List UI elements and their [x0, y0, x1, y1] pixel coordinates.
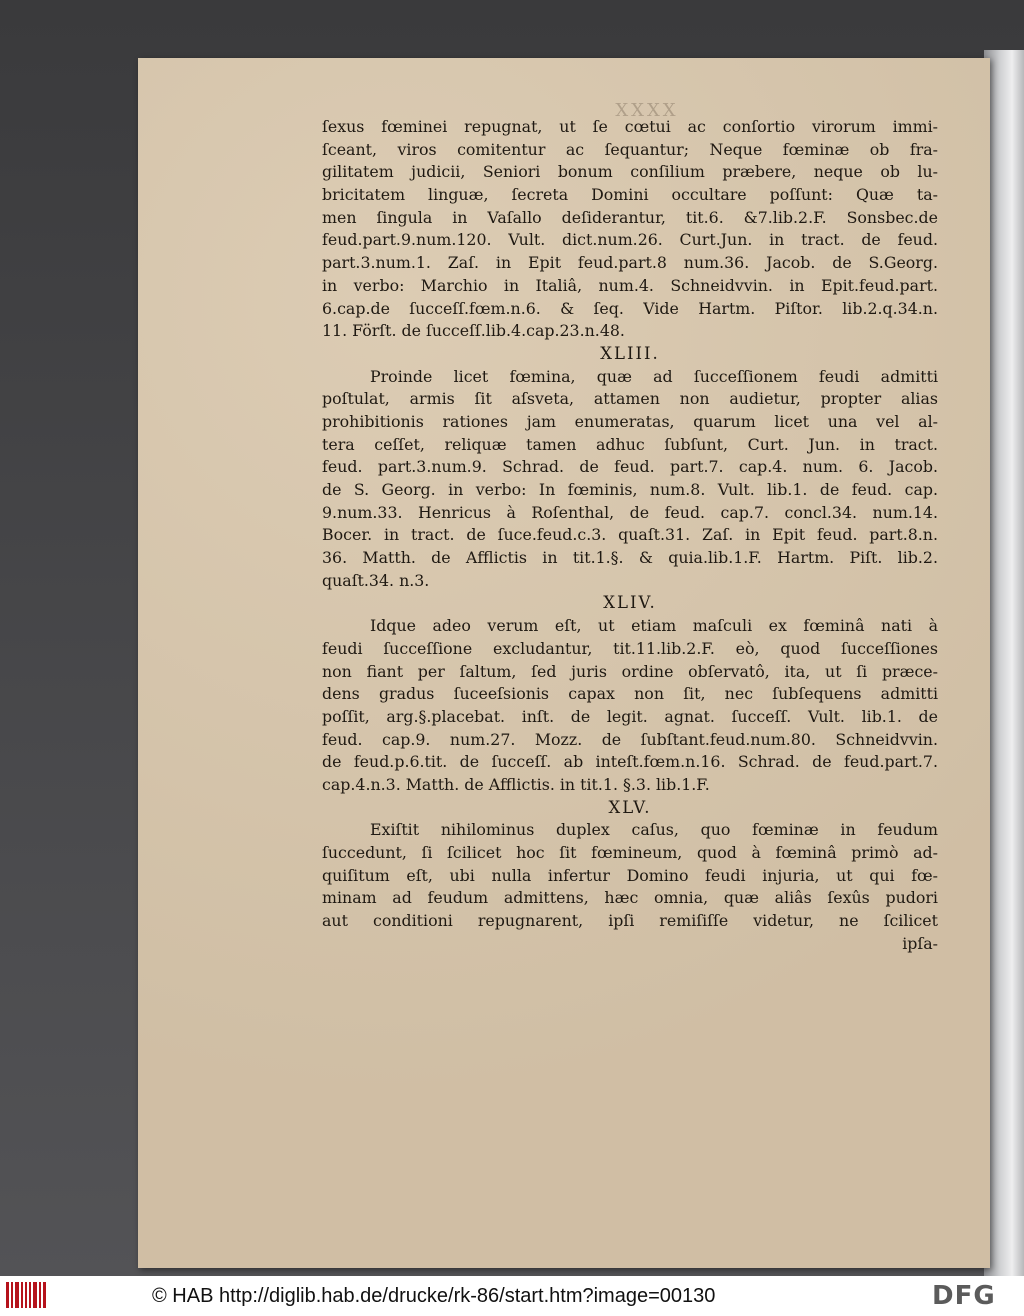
text-line: non fiant per ſaltum, ſed juris ordine obſervatô, ita, ut ſi præce-: [322, 661, 938, 681]
text-line: ſceant, viros comitentur ac ſequantur; Neque fœminæ ob fra-: [322, 139, 938, 159]
text-line: de S. Georg. in verbo: In fœminis, num.8. Vult. lib.1. de feud. cap.: [322, 480, 938, 499]
page-text: [322, 116, 938, 955]
book-edge: [984, 50, 1024, 1276]
text-line: ſexus fœminei repugnat, ut ſe cœtui ac conſortio virorum immi-: [322, 117, 938, 136]
text-line: Proinde licet fœmina, quæ ad ſucceſſionem feudi admitti: [370, 366, 938, 386]
text-line: quiſitum eſt, ubi nulla infertur Domino feudi injuria, ut qui fœ-: [322, 865, 938, 885]
text-line: gilitatem judicii, Seniori bonum conſilium præbere, neque ob lu-: [322, 162, 938, 182]
catchword: ipſa-: [902, 933, 938, 953]
text-line: part.3.num.1. Zaſ. in Epit feud.part.8 num.36. Jacob. de S.Georg.: [322, 253, 938, 273]
text-line: feud. cap.9. num.27. Mozz. de ſubſtant.feud.num.80. Schneidvvin.: [322, 729, 938, 749]
section-heading-xliii: XLIII.: [600, 343, 660, 363]
text-line: men ſingula in Vaſallo deſiderantur, tit.6. &7.lib.2.F. Sonsbec.de: [322, 207, 938, 227]
text-line: feud.part.9.num.120. Vult. dict.num.26. Curt.Jun. in tract. de feud.: [322, 230, 938, 250]
text-line: aut conditioni repugnarent, ipſi remiſiſſe videtur, ne ſcilicet: [322, 911, 938, 931]
footer-bar: [0, 1276, 1024, 1316]
text-line: in verbo: Marchio in Italiâ, num.4. Schneidvvin. in Epit.feud.part.: [322, 275, 938, 295]
text-line: bricitatem linguæ, ſecreta Domini occultare poſſunt: Quæ ta-: [322, 185, 938, 205]
text-line: poſſit, arg.§.placebat. inſt. de legit. agnat. ſucceſſ. Vult. lib.1. de: [322, 706, 938, 726]
section-heading-xliv: XLIV.: [603, 593, 657, 613]
text-line: quaſt.34. n.3.: [322, 570, 430, 590]
text-line: ſuccedunt, ſi ſcilicet hoc ſit fœmineum, quod à fœminâ primò ad-: [322, 843, 938, 862]
text-line: prohibitionis rationes jam enumeratas, quarum licet una vel al-: [322, 411, 938, 431]
text-line: poſtulat, armis ſit aſsveta, attamen non audietur, propter alias: [322, 389, 938, 409]
text-line: Bocer. in tract. de ſuce.feud.c.3. quaſt.31. Zaſ. in Epit feud. part.8.n.: [322, 525, 938, 545]
text-line: 9.num.33. Henricus à Roſenthal, de feud. cap.7. concl.34. num.14.: [322, 502, 938, 522]
text-line: tera ceſſet, reliquæ tamen adhuc ſubſunt, Curt. Jun. in tract.: [322, 434, 938, 454]
hab-logo-icon: [6, 1282, 46, 1308]
text-line: 11. Förſt. de ſucceſſ.lib.4.cap.23.n.48.: [322, 321, 625, 341]
text-line: cap.4.n.3. Matth. de Afflictis. in tit.1. §.3. lib.1.F.: [322, 774, 710, 794]
text-line: dens gradus ſuceeſsionis capax non ſit, nec ſubſequens admitti: [322, 684, 938, 704]
text-line: feud. part.3.num.9. Schrad. de feud. part.7. cap.4. num. 6. Jacob.: [322, 457, 938, 477]
text-line: Exiſtit nihilominus duplex caſus, quo fœminæ in feudum: [370, 820, 938, 840]
text-line: minam ad feudum admittens, hæc omnia, quæ aliâs ſexûs pudori: [322, 888, 938, 908]
text-line: feudi ſucceſſione excludantur, tit.11.lib.2.F. eò, quod ſucceſſiones: [322, 638, 938, 658]
text-line: de feud.p.6.tit. de ſucceſſ. ab inteſt.fœm.n.16. Schrad. de feud.part.7.: [322, 752, 938, 772]
copyright-link[interactable]: © HAB http://diglib.hab.de/drucke/rk-86/start.htm?image=00130: [152, 1285, 716, 1307]
text-line: 36. Matth. de Afflictis in tit.1.§. & quia.lib.1.F. Hartm. Piſt. lib.2.: [322, 548, 938, 568]
dfg-logo: DFG: [932, 1281, 996, 1311]
text-line: 6.cap.de ſucceſſ.fœm.n.6. & ſeq. Vide Hartm. Piſtor. lib.2.q.34.n.: [322, 298, 938, 318]
text-line: Idque adeo verum eſt, ut etiam maſculi ex fœminâ nati à: [370, 616, 938, 636]
section-heading-xlv: XLV.: [608, 797, 652, 817]
page-number: XXXX: [615, 100, 679, 121]
